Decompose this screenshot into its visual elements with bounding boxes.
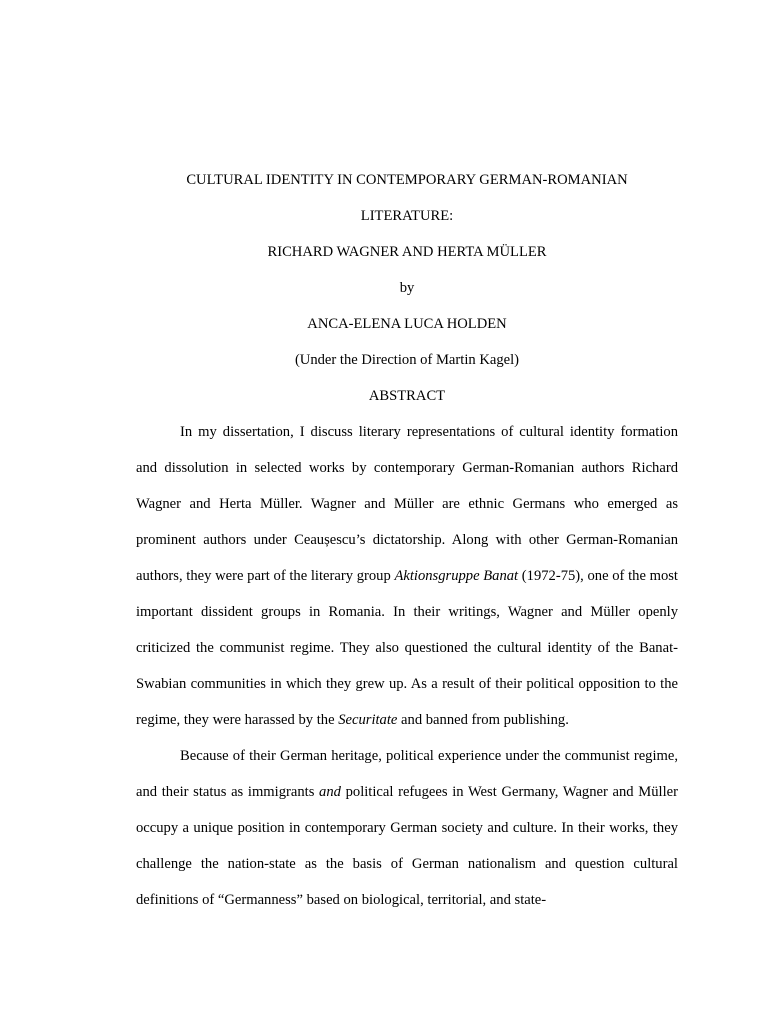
paragraph-text: (1972-75), one of the most important dissident groups in Romania. In their writings, Wagner and Müller openly criticized the communist regime. They also questioned the cultural identity of the Banat-Swabian communities in which they grew up. As a result of their political opposition to the regime, they were harassed by the (136, 568, 678, 728)
author-name: ANCA-ELENA LUCA HOLDEN (307, 316, 507, 332)
and-italic: and (319, 784, 341, 800)
group-name-italic: Aktionsgruppe Banat (394, 568, 519, 584)
abstract-paragraph-1 (136, 414, 678, 738)
paragraph-text: political refugees in West Germany, Wagner and Müller occupy a unique position in contemporary German society and culture. In their works, they challenge the nation-state as the basis of German nationalism and question cultural definitions of “Germanness” based on biological, territorial, and state- (136, 784, 678, 908)
abstract-heading: ABSTRACT (368, 388, 446, 404)
title-line-1: CULTURAL IDENTITY IN CONTEMPORARY GERMAN-ROMANIAN (186, 172, 628, 188)
paragraph-text: In my dissertation, I discuss literary representations of cultural identity formation and dissolution in selected works by contemporary German-Romanian authors Richard Wagner and Herta Müller. Wagner and Müller are ethnic Germans who emerged as prominent authors under Ceaușescu’s dictatorship. Along with other German-Romanian authors, they were part of the literary group (136, 424, 678, 584)
title-line-2: LITERATURE: (360, 208, 454, 224)
page-content (136, 162, 678, 918)
securitate-italic: Securitate (338, 712, 398, 728)
paragraph-text: and banned from publishing. (397, 712, 569, 728)
direction-note: (Under the Direction of Martin Kagel) (294, 352, 520, 368)
abstract-paragraph-2 (136, 738, 678, 918)
paragraph-text: Because of their German heritage, political experience under the communist regime, and their status as immigrants (136, 748, 678, 800)
subtitle: RICHARD WAGNER AND HERTA MÜLLER (267, 244, 547, 260)
by-line: by (399, 280, 415, 296)
